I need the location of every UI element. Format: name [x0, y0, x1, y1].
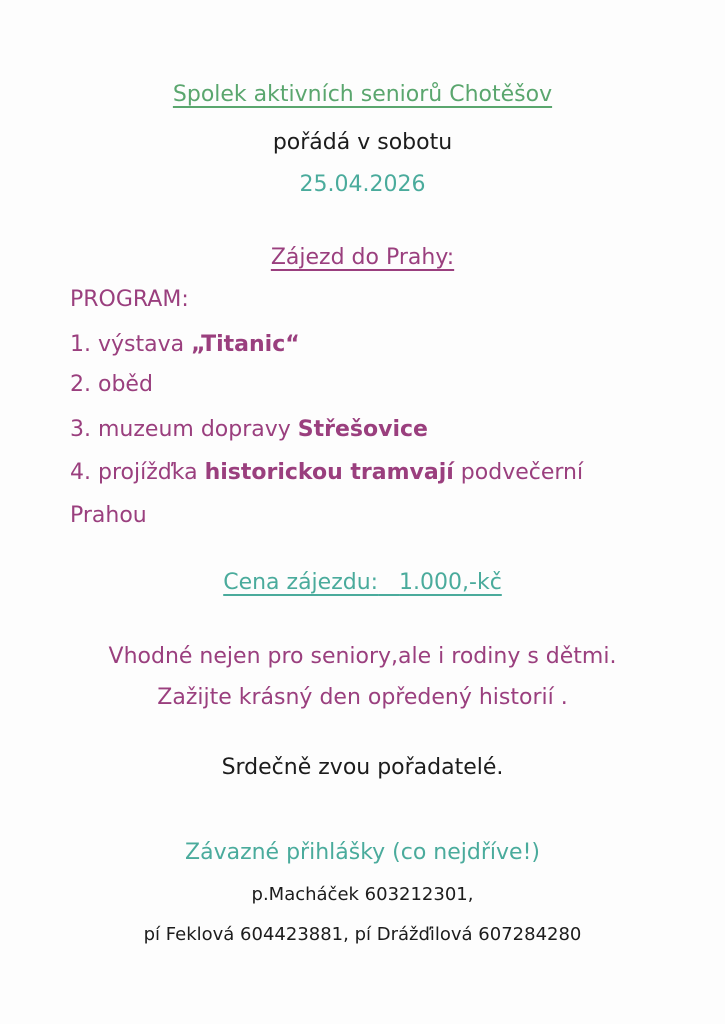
program-item	[70, 415, 710, 445]
item-text: muzeum dopravy	[98, 417, 298, 442]
contact-1: p.Macháček 603212301,	[251, 884, 474, 905]
item-bold: historickou tramvají	[204, 460, 454, 485]
organization-title: Spolek aktivních seniorů Chotěšov	[172, 82, 553, 107]
price-line	[0, 568, 725, 598]
program-item	[70, 370, 710, 400]
description-line-2: Zažijte krásný den opředený historií .	[157, 685, 568, 710]
item-number: 3.	[70, 417, 91, 442]
announces-text: pořádá v sobotu	[272, 130, 453, 155]
description-line-1: Vhodné nejen pro seniory,ale i rodiny s dětmi.	[108, 644, 617, 669]
item-after: podvečerní	[453, 460, 584, 485]
item-number: 4.	[70, 460, 91, 485]
item-text: projížďka	[98, 460, 205, 485]
program-item	[70, 330, 710, 360]
program-item-continuation: Prahou	[70, 503, 147, 528]
program-label: PROGRAM:	[70, 287, 189, 312]
price-value: 1.000,-kč	[399, 570, 502, 595]
item-text: oběd	[98, 372, 153, 397]
item-text: výstava	[98, 332, 192, 357]
invitation-text: Srdečně zvou pořadatelé.	[221, 755, 504, 780]
registration-heading: Závazné přihlášky (co nejdříve!)	[185, 840, 540, 865]
price-label: Cena zájezdu:	[223, 570, 379, 595]
item-bold: Střešovice	[297, 417, 428, 442]
program-item	[70, 458, 710, 488]
item-number: 1.	[70, 332, 91, 357]
contact-2: pí Feklová 604423881, pí Drážďilová 607284280	[143, 924, 582, 945]
item-number: 2.	[70, 372, 91, 397]
trip-title: Zájezd do Prahy:	[270, 245, 455, 270]
event-date: 25.04.2026	[299, 172, 426, 197]
item-bold: „Titanic“	[191, 332, 300, 357]
